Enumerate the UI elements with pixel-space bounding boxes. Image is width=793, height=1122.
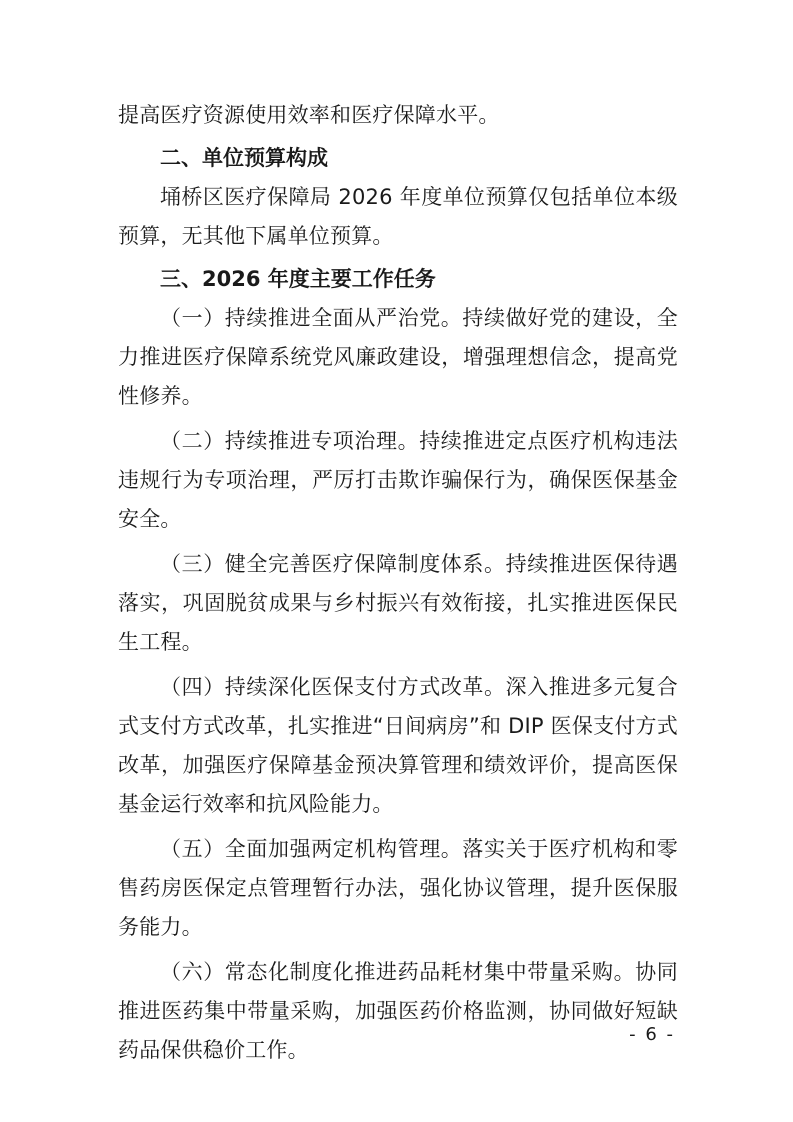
budget-composition-paragraph: 埇桥区医疗保障局 2026 年度单位预算仅包括单位本级预算，无其他下属单位预算。 [118, 185, 678, 248]
section-heading-budget-composition: 二、单位预算构成 [160, 146, 328, 170]
task-item-1: （一）持续推进全面从严治党。持续做好党的建设，全力推进医疗保障系统党风廉政建设，增强理想信念，提高党性修养。 [118, 306, 678, 408]
task-item-6: （六）常态化制度化推进药品耗材集中带量采购。协同推进医药集中带量采购，加强医药价格监测，协同做好短缺药品保供稳价工作。 [118, 960, 678, 1062]
task-item-4: （四）持续深化医保支付方式改革。深入推进多元复合式支付方式改革，扎实推进“日间病房”和 DIP 医保支付方式改革，加强医疗保障基金预决算管理和绩效评价，提高医保基金运行效率和抗风险能力。 [118, 675, 678, 816]
intro-paragraph-tail: 提高医疗资源使用效率和医疗保障水平。 [118, 103, 500, 127]
task-item-5: （五）全面加强两定机构管理。落实关于医疗机构和零售药房医保定点管理暂行办法，强化协议管理，提升医保服务能力。 [118, 837, 678, 939]
task-item-2: （二）持续推进专项治理。持续推进定点医疗机构违法违规行为专项治理，严厉打击欺诈骗保行为，确保医保基金安全。 [118, 429, 678, 531]
task-item-3: （三）健全完善医疗保障制度体系。持续推进医保待遇落实，巩固脱贫成果与乡村振兴有效衔接，扎实推进医保民生工程。 [118, 552, 678, 654]
document-body [118, 96, 678, 1070]
page-number: - 6 - [629, 1024, 675, 1045]
section-heading-main-tasks: 三、2026 年度主要工作任务 [160, 267, 436, 291]
